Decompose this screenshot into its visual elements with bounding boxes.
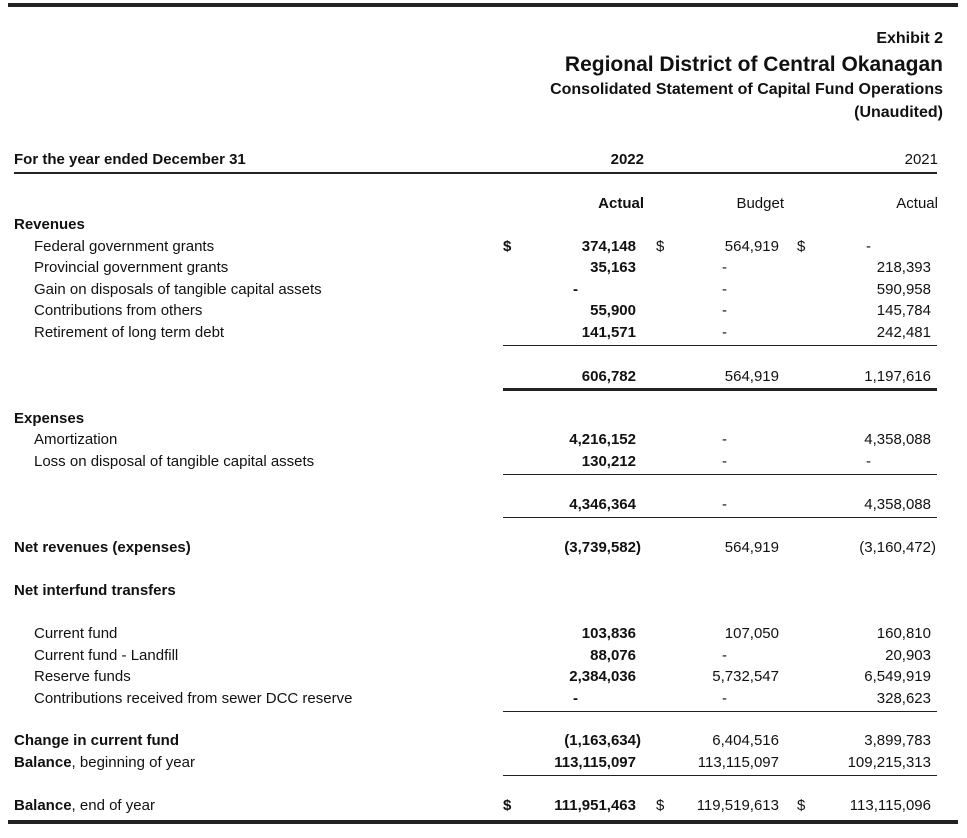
net-revenues-prior: (3,160,472) [859, 539, 936, 556]
revenues-total-actual: 606,782 [581, 368, 636, 385]
currency-symbol: $ [656, 238, 665, 255]
change-prior: 3,899,783 [864, 732, 931, 749]
total-rule [503, 388, 937, 391]
top-rule [8, 3, 958, 7]
prior-value: - [866, 453, 871, 470]
header-rule [14, 172, 937, 174]
balance-begin-prior: 109,215,313 [847, 754, 931, 771]
net-revenues-label: Net revenues (expenses) [14, 539, 191, 556]
transfers-heading: Net interfund transfers [14, 582, 176, 599]
revenues-total-prior: 1,197,616 [864, 368, 931, 385]
prior-value: 20,903 [885, 647, 931, 664]
row-label: Current fund - Landfill [34, 647, 179, 664]
year-current: 2022 [610, 151, 644, 168]
prior-value: 328,623 [876, 690, 931, 707]
actual-value: 55,900 [590, 302, 636, 319]
balance-begin-actual: 113,115,097 [554, 754, 636, 771]
subtotal-rule [503, 775, 937, 776]
change-label: Change in current fund [14, 732, 179, 749]
period-label: For the year ended December 31 [14, 151, 246, 168]
actual-value: - [573, 690, 578, 707]
col-prior-heading: Actual [896, 195, 938, 212]
prior-value: 145,784 [876, 302, 931, 319]
currency-symbol: $ [797, 238, 806, 255]
col-actual-heading: Actual [598, 195, 644, 212]
year-prior: 2021 [904, 151, 938, 168]
revenues-heading: Revenues [14, 216, 85, 233]
row-label: Contributions from others [34, 302, 203, 319]
actual-value: 130,212 [581, 453, 636, 470]
budget-value: - [722, 302, 727, 319]
actual-value: - [573, 281, 578, 298]
expenses-total-budget: - [722, 496, 727, 513]
row-label: Federal government grants [34, 238, 215, 255]
row-label: Retirement of long term debt [34, 324, 225, 341]
currency-symbol: $ [656, 797, 665, 814]
bottom-rule [8, 820, 958, 824]
balance-end-label [14, 797, 155, 814]
balance-word: Balance [14, 754, 72, 771]
row-label: Contributions received from sewer DCC reserve [34, 690, 353, 707]
organization-title: Regional District of Central Okanagan [564, 53, 943, 76]
prior-value: - [866, 238, 871, 255]
row-label: Reserve funds [34, 668, 131, 685]
subtotal-rule [503, 711, 937, 712]
subtotal-rule [503, 345, 937, 346]
col-budget-heading: Budget [736, 195, 784, 212]
expenses-heading: Expenses [14, 410, 85, 427]
prior-value: 218,393 [876, 259, 931, 276]
budget-value: - [722, 324, 727, 341]
actual-value: 4,216,152 [569, 431, 636, 448]
row-label: Amortization [34, 431, 118, 448]
balance-end-budget: 119,519,613 [696, 797, 779, 814]
budget-value: - [722, 431, 727, 448]
balance-end-actual: 111,951,463 [554, 797, 636, 814]
balance-begin-label [14, 754, 195, 771]
prior-value: 160,810 [876, 625, 931, 642]
budget-value: - [722, 647, 727, 664]
actual-value: 141,571 [581, 324, 636, 341]
balance-begin-suffix: , beginning of year [71, 754, 195, 771]
unaudited-label: (Unaudited) [854, 104, 943, 121]
net-revenues-budget: 564,919 [724, 539, 779, 556]
budget-value: - [722, 259, 727, 276]
total-rule [503, 517, 937, 518]
prior-value: 6,549,919 [864, 668, 931, 685]
exhibit-label: Exhibit 2 [876, 30, 943, 47]
budget-value: - [722, 281, 727, 298]
row-label: Current fund [34, 625, 118, 642]
actual-value: 2,384,036 [569, 668, 636, 685]
balance-end-suffix: , end of year [71, 797, 155, 814]
prior-value: 4,358,088 [864, 431, 931, 448]
prior-value: 590,958 [876, 281, 931, 298]
prior-value: 242,481 [876, 324, 931, 341]
actual-value: 35,163 [590, 259, 636, 276]
change-actual: (1,163,634) [564, 732, 641, 749]
balance-begin-budget: 113,115,097 [697, 754, 779, 771]
change-budget: 6,404,516 [712, 732, 779, 749]
expenses-total-prior: 4,358,088 [864, 496, 931, 513]
actual-value: 88,076 [590, 647, 636, 664]
revenues-total-budget: 564,919 [724, 368, 779, 385]
subtotal-rule [503, 474, 937, 475]
expenses-total-actual: 4,346,364 [569, 496, 636, 513]
budget-value: 564,919 [724, 238, 779, 255]
budget-value: - [722, 690, 727, 707]
net-revenues-actual: (3,739,582) [564, 539, 641, 556]
statement-title: Consolidated Statement of Capital Fund Operations [550, 81, 943, 98]
balance-word: Balance [14, 797, 72, 814]
row-label: Gain on disposals of tangible capital assets [34, 281, 322, 298]
row-label: Loss on disposal of tangible capital assets [34, 453, 315, 470]
balance-end-prior: 113,115,096 [849, 797, 931, 814]
row-label: Provincial government grants [34, 259, 229, 276]
actual-value: 374,148 [581, 238, 636, 255]
budget-value: 107,050 [724, 625, 779, 642]
actual-value: 103,836 [581, 625, 636, 642]
currency-symbol: $ [503, 238, 512, 255]
budget-value: 5,732,547 [712, 668, 779, 685]
currency-symbol: $ [797, 797, 806, 814]
budget-value: - [722, 453, 727, 470]
currency-symbol: $ [503, 797, 512, 814]
